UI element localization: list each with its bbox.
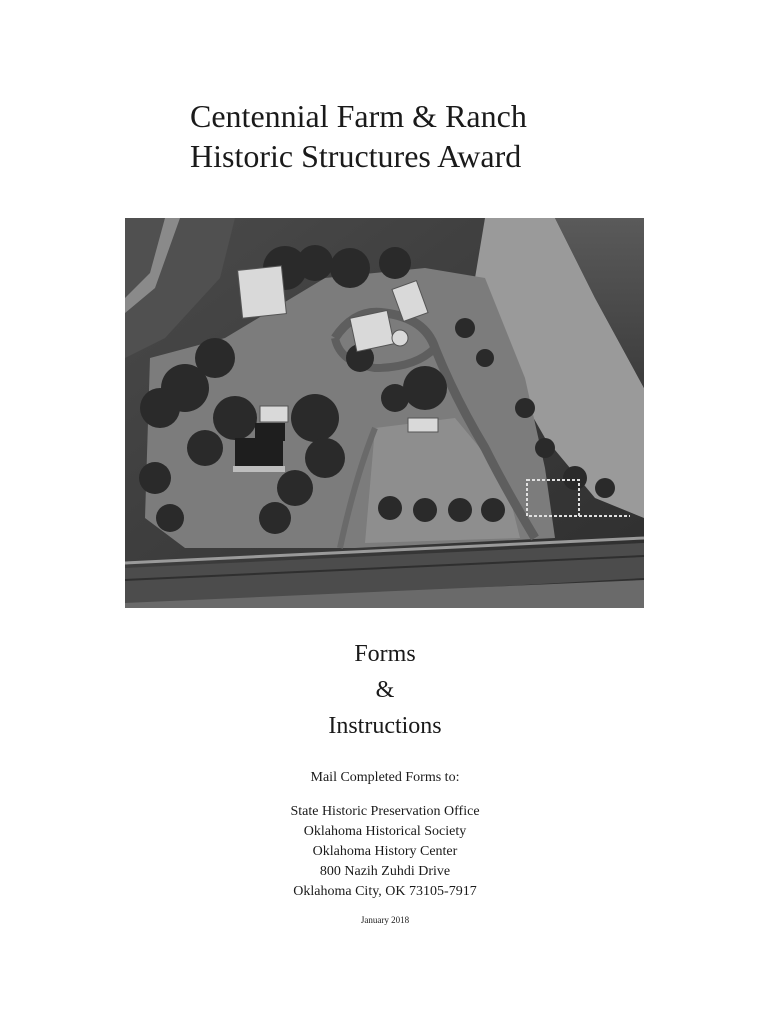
document-title <box>190 96 710 176</box>
address-line: 800 Nazih Zuhdi Drive <box>319 864 451 879</box>
address-line: Oklahoma History Center <box>312 844 458 859</box>
mailing-address <box>0 802 770 902</box>
address-line: Oklahoma Historical Society <box>303 824 467 839</box>
document-date: January 2018 <box>360 915 410 925</box>
aerial-farm-photo <box>125 218 644 608</box>
subtitle-block <box>0 636 770 744</box>
subtitle-ampersand: & <box>375 677 395 703</box>
subtitle-instructions: Instructions <box>328 713 442 739</box>
mail-heading-block <box>0 768 770 788</box>
mail-heading: Mail Completed Forms to: <box>310 770 460 785</box>
subtitle-forms: Forms <box>354 641 416 667</box>
aerial-photo-icon <box>125 218 644 608</box>
address-line: Oklahoma City, OK 73105-7917 <box>293 884 477 899</box>
date-block <box>0 914 770 926</box>
address-line: State Historic Preservation Office <box>290 804 480 819</box>
title-line-1: Centennial Farm & Ranch <box>190 98 527 134</box>
title-line-2: Historic Structures Award <box>190 138 522 174</box>
